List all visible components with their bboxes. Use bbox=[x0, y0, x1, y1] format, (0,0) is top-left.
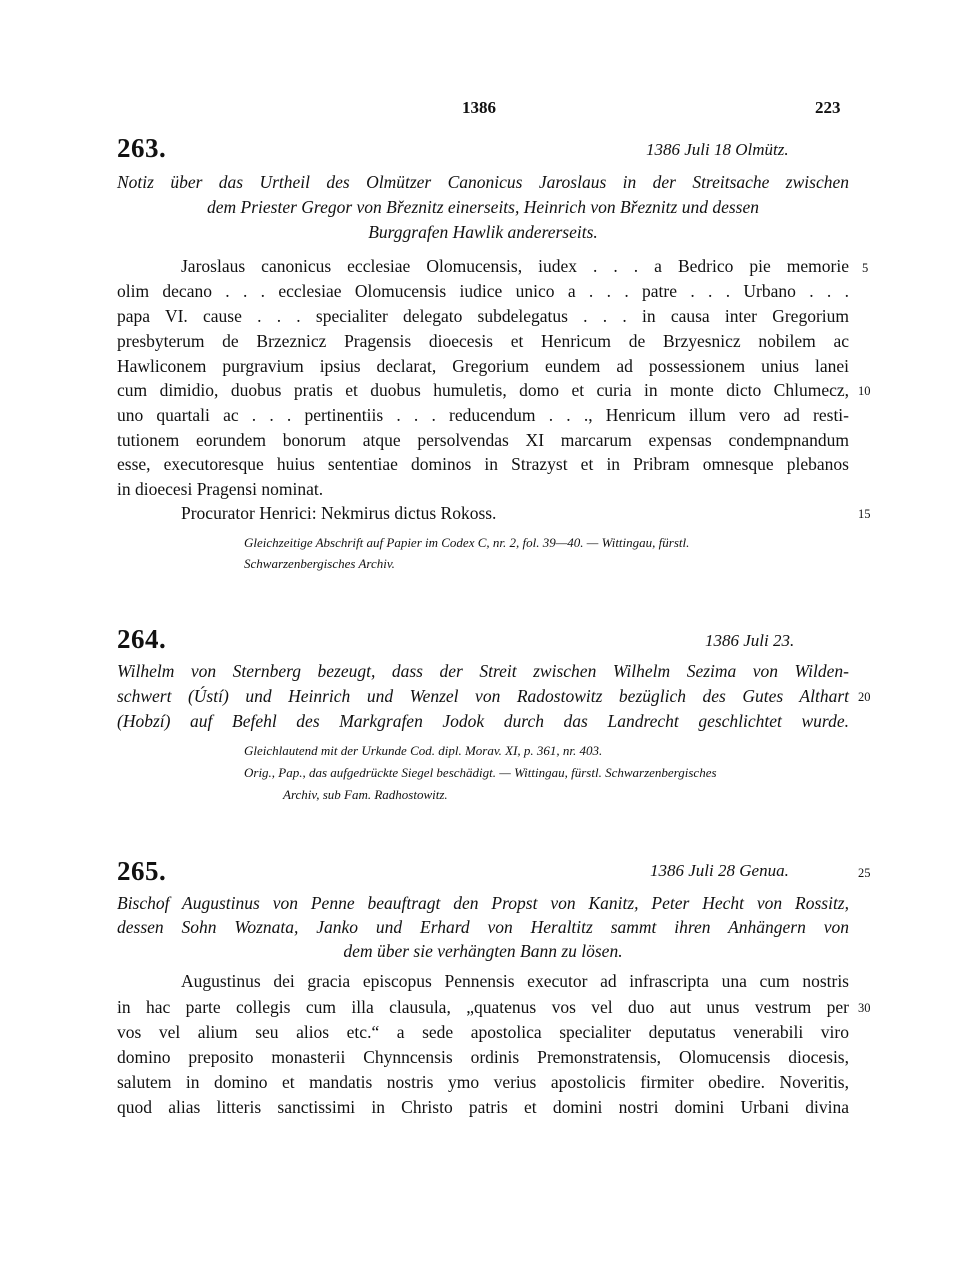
body-line: olim decano . . . ecclesiae Olomucensis iudice unico a . . . patre . . . Urbano . . . bbox=[117, 281, 849, 301]
page-number: 223 bbox=[815, 98, 841, 117]
body-line: Hawliconem purgravium ipsius declarat, Gregorium eundem ad possessionem unius lanei bbox=[117, 356, 849, 376]
margin-line-number: 5 bbox=[862, 261, 869, 275]
body-line: in hac parte collegis cum illa clausula, „quatenus vos vel duo aut unus vestrum per bbox=[117, 997, 849, 1017]
entry-number: 264. bbox=[117, 624, 167, 654]
entry-summary-line: Wilhelm von Sternberg bezeugt, dass der Streit zwischen Wilhelm Sezima von Wilden- bbox=[117, 661, 849, 681]
source-note: Gleichzeitige Abschrift auf Papier im Codex C, nr. 2, fol. 39—40. — Wittingau, fürstl. bbox=[244, 535, 690, 550]
entry-date: 1386 Juli 18 Olmütz. bbox=[646, 140, 789, 159]
margin-line-number: 15 bbox=[858, 507, 871, 521]
entry-summary-line: Notiz über das Urtheil des Olmützer Canonicus Jaroslaus in der Streitsache zwischen bbox=[117, 172, 849, 192]
source-note: Archiv, sub Fam. Radhostowitz. bbox=[283, 787, 448, 802]
body-line: vos vel alium seu alios etc.“ a sede apostolica specialiter deputatus venerabili viro bbox=[117, 1022, 849, 1042]
body-line: uno quartali ac . . . pertinentiis . . . reducendum . . ., Henricum illum vero ad resti- bbox=[117, 405, 849, 425]
running-header-year: 1386 bbox=[462, 98, 496, 117]
source-note: Schwarzenbergisches Archiv. bbox=[244, 556, 395, 571]
body-line: cum dimidio, duobus pratis et duobus humuletis, domo et curia in monte dicto Chlumecz, bbox=[117, 380, 849, 400]
body-line: Jaroslaus canonicus ecclesiae Olomucensis, iudex . . . a Bedrico pie memorie bbox=[181, 256, 849, 276]
margin-line-number: 25 bbox=[858, 866, 871, 880]
body-line: domino preposito monasterii Chynncensis ordinis Premonstratensis, Olomucensis diocesis, bbox=[117, 1047, 849, 1067]
body-line: Augustinus dei gracia episcopus Pennensis executor ad infrascripta una cum nostris bbox=[181, 971, 849, 991]
entry-summary-line: dem Priester Gregor von Březnitz einerseits, Heinrich von Březnitz und dessen bbox=[207, 197, 759, 217]
entry-number: 265. bbox=[117, 856, 167, 886]
entry-summary-line: dessen Sohn Woznata, Janko und Erhard von Heraltitz sammt ihren Anhängern von bbox=[117, 917, 849, 937]
procurator-line: Procurator Henrici: Nekmirus dictus Rokoss. bbox=[181, 503, 497, 523]
entry-date: 1386 Juli 28 Genua. bbox=[650, 861, 789, 880]
entry-summary-line: Burggrafen Hawlik andererseits. bbox=[368, 222, 598, 242]
entry-summary-line: schwert (Ústí) und Heinrich und Wenzel von Radostowitz bezüglich des Gutes Althart bbox=[117, 686, 849, 706]
body-line: tutionem eorundem bonorum atque persolvendas XI marcarum expensas condempnandum bbox=[117, 430, 849, 450]
body-line: quod alias litteris sanctissimi in Christo patris et domini nostri domini Urbani divina bbox=[117, 1097, 849, 1117]
entry-summary-line: (Hobzí) auf Befehl des Markgrafen Jodok durch das Landrecht geschlichtet wurde. bbox=[117, 711, 849, 731]
margin-line-number: 20 bbox=[858, 690, 871, 704]
entry-summary-line: Bischof Augustinus von Penne beauftragt den Propst von Kanitz, Peter Hecht von Rossitz, bbox=[117, 893, 849, 913]
entry-number: 263. bbox=[117, 133, 167, 163]
margin-line-number: 10 bbox=[858, 384, 871, 398]
source-note: Gleichlautend mit der Urkunde Cod. dipl. Morav. XI, p. 361, nr. 403. bbox=[244, 743, 603, 758]
body-line: esse, executoresque huius sententiae dominos in Strazyst et in Pribram omnesque plebanos bbox=[117, 454, 849, 474]
entry-summary-line: dem über sie verhängten Bann zu lösen. bbox=[343, 941, 623, 961]
body-line: salutem in domino et mandatis nostris ymo verius apostolicis firmiter obedire. Noveritis, bbox=[117, 1072, 849, 1092]
margin-line-number: 30 bbox=[858, 1001, 871, 1015]
entry-date: 1386 Juli 23. bbox=[705, 631, 795, 650]
body-line: papa VI. cause . . . specialiter delegato subdelegatus . . . in causa inter Gregorium bbox=[117, 306, 849, 326]
body-line: presbyterum de Brzeznicz Pragensis dioecesis et Henricum de Brzyesnicz nobilem ac bbox=[117, 331, 849, 351]
source-note: Orig., Pap., das aufgedrückte Siegel beschädigt. — Wittingau, fürstl. Schwarzenbergisches bbox=[244, 765, 717, 780]
body-line: in dioecesi Pragensi nominat. bbox=[117, 479, 324, 499]
